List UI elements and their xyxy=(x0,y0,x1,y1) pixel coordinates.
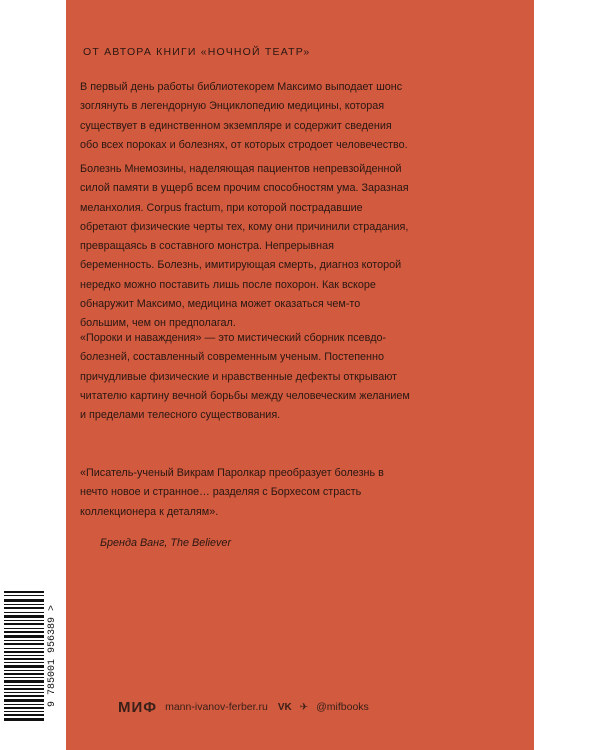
publisher-footer xyxy=(118,697,369,717)
publisher-website: mann-ivanov-ferber.ru xyxy=(165,701,268,713)
description-paragraph-3: «Пороки и наваждения» — это мистический сборник псевдо-болезней, составленный современным ученым. Постепенно причудливые физические и нравственные дефекты открывают читателю картину вечной борьбы между человеческим желанием и пределами телесного существования. xyxy=(80,332,410,422)
isbn-number: 9 785001 956389 > xyxy=(47,604,58,708)
description-paragraph-1: В первый день работы библиотекорем Максимо выподает шонс зоглянуть в легендорную Энциклопедию медицины, которая существует в единственном экземпляре и содержит сведения обо всех пороках и болезнях, от которых стродоет человечество. xyxy=(80,81,408,151)
cover-heading: ОТ АВТОРА КНИГИ «НОЧНОЙ ТЕАТР» xyxy=(83,46,311,58)
social-handle: @mifbooks xyxy=(316,701,369,713)
barcode-bars xyxy=(1,587,47,726)
vk-icon: VK xyxy=(277,701,292,713)
review-quote: «Писатель-ученый Викрам Паролкар преобразует болезнь в нечто новое и странное… разделяя с Борхесом страсть коллекционера к деталям». xyxy=(80,467,384,518)
publisher-logo: МИФ xyxy=(118,698,158,716)
telegram-icon: ✈ xyxy=(299,701,309,713)
description-paragraph-2: Болезнь Мнемозины, наделяющая пациентов непревзойденной силой памяти в ущерб всем прочим способностям ума. Заразная меланхолия. Corpus fractum, при которой пострадавшие обретают физические черты тех, кому они причинили страдания, превращаясь в составного монстра. Непрерывная беременность. Болезнь, имитирующая смерть, диагноз которой нередко можно поставить лишь после похорон. Как вскоре обнаружит Максимо, медицина может оказаться чем-то большим, чем он предполагал. xyxy=(80,163,409,330)
review-attribution: Бренда Ванг, The Believer xyxy=(100,537,232,549)
